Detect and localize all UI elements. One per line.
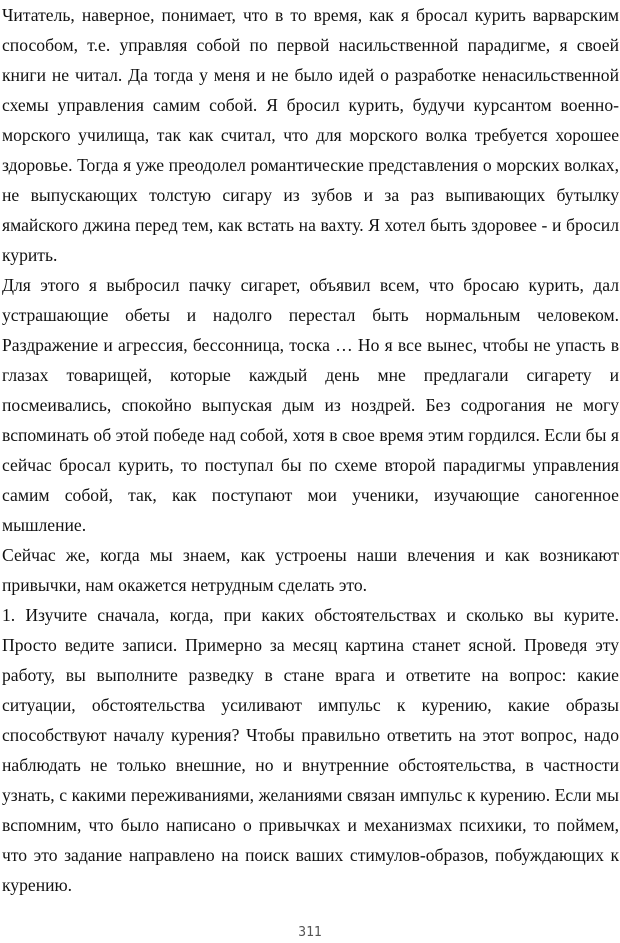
- paragraph-1: Читатель, наверное, понимает, что в то время, как я бросал курить варварским способом, т.е. управляя собой по первой насильственной парадигме, я своей книги не читал. Да тогда у меня и не было идей о разработке ненасильственной схемы управления самим собой. Я бросил курить, будучи курсантом военно-морского училища, так как считал, что для морского волка требуется хорошее здоровье. Тогда я уже преодолел романтические представления о морских волках, не выпускающих толстую сигару из зубов и за раз выпивающих бутылку ямайского джина перед тем, как встать на вахту. Я хотел быть здоровее - и бросил курить.: [2, 5, 619, 265]
- paragraph-2: Для этого я выбросил пачку сигарет, объявил всем, что бросаю курить, дал устрашающие обеты и надолго перестал быть нормальным человеком. Раздражение и агрессия, бессонница, тоска … Но я все вынес, чтобы не упасть в глазах товарищей, которые каждый день мне предлагали сигарету и посмеивались, спокойно выпуская дым из ноздрей. Без содрогания не могу вспоминать об этой победе над собой, хотя в свое время этим гордился. Если бы я сейчас бросал курить, то поступал бы по схеме второй парадигмы управления самим собой, так, как поступают мои ученики, изучающие саногенное мышление.: [2, 275, 619, 535]
- paragraph-3: Сейчас же, когда мы знаем, как устроены наши влечения и как возникают привычки, нам окажется нетрудным сделать это.: [2, 545, 619, 595]
- paragraph-4: 1. Изучите сначала, когда, при каких обстоятельствах и сколько вы курите. Просто ведите записи. Примерно за месяц картина станет ясной. Проведя эту работу, вы выполните разведку в стане врага и ответите на вопрос: какие ситуации, обстоятельства усиливают импульс к курению, какие образы способствуют началу курения? Чтобы правильно ответить на этот вопрос, надо наблюдать не только внешние, но и внутренние обстоятельства, в частности узнать, с какими переживаниями, желаниями связан импульс к курению. Если мы вспомним, что было написано о привычках и механизмах психики, то поймем, что это задание направлено на поиск ваших стимулов-образов, побуждающих к курению.: [2, 605, 619, 895]
- text-body: [2, 0, 619, 900]
- page-number: 311: [298, 925, 322, 940]
